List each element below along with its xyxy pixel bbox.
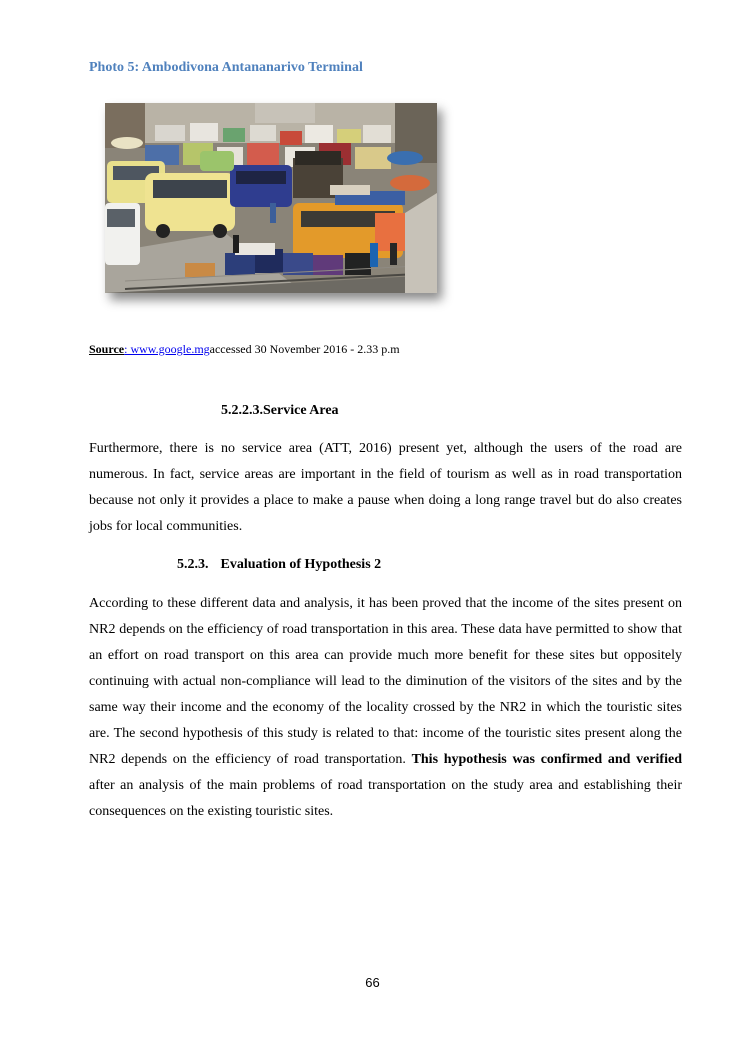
page-number: 66 bbox=[365, 975, 380, 990]
paragraph-service-area: Furthermore, there is no service area (ATT, 2016) present yet, although the users of the road are numerous. In fact, service areas are important in the field of tourism as well as in road transportation because not only it provides a place to make a pause when doing a long range travel but do also creates jobs for local communities. bbox=[89, 441, 682, 534]
paragraph-evaluation-part2: after an analysis of the main problems of road transportation on the study area and establishing their consequences on the existing touristic sites. bbox=[89, 778, 682, 819]
photo-caption: Photo 5: Ambodivona Antananarivo Terminal bbox=[89, 60, 363, 75]
paragraph-evaluation-part1: According to these different data and analysis, it has been proved that the income of the sites present on NR2 depends on the efficiency of road transportation in this area. These data have permitted to show that an effort on road transport on this area can provide much more benefit for these sites but oppositely continuing with actual non-compliance will lead to the diminution of the visitors of the sites and by the same way their income and the economy of the locality crossed by the NR2 in which the touristic sites are. The second hypothesis of this study is related to that: income of the touristic sites present along the NR2 depends on the efficiency of road transportation. bbox=[89, 596, 682, 767]
source-link[interactable]: : www.google.mg bbox=[124, 342, 210, 356]
heading-title: Evaluation of Hypothesis 2 bbox=[220, 557, 382, 572]
source-label: Source bbox=[89, 342, 125, 356]
heading-evaluation-hypothesis bbox=[177, 557, 381, 573]
terminal-photo bbox=[105, 103, 437, 293]
heading-number: 5.2.3. bbox=[177, 557, 209, 572]
paragraph-evaluation bbox=[89, 591, 682, 825]
photo-source bbox=[89, 342, 400, 357]
heading-service-area: 5.2.2.3.Service Area bbox=[221, 403, 339, 418]
source-access-date: accessed 30 November 2016 - 2.33 p.m bbox=[209, 342, 400, 356]
paragraph-evaluation-bold: This hypothesis was confirmed and verified bbox=[411, 752, 682, 767]
